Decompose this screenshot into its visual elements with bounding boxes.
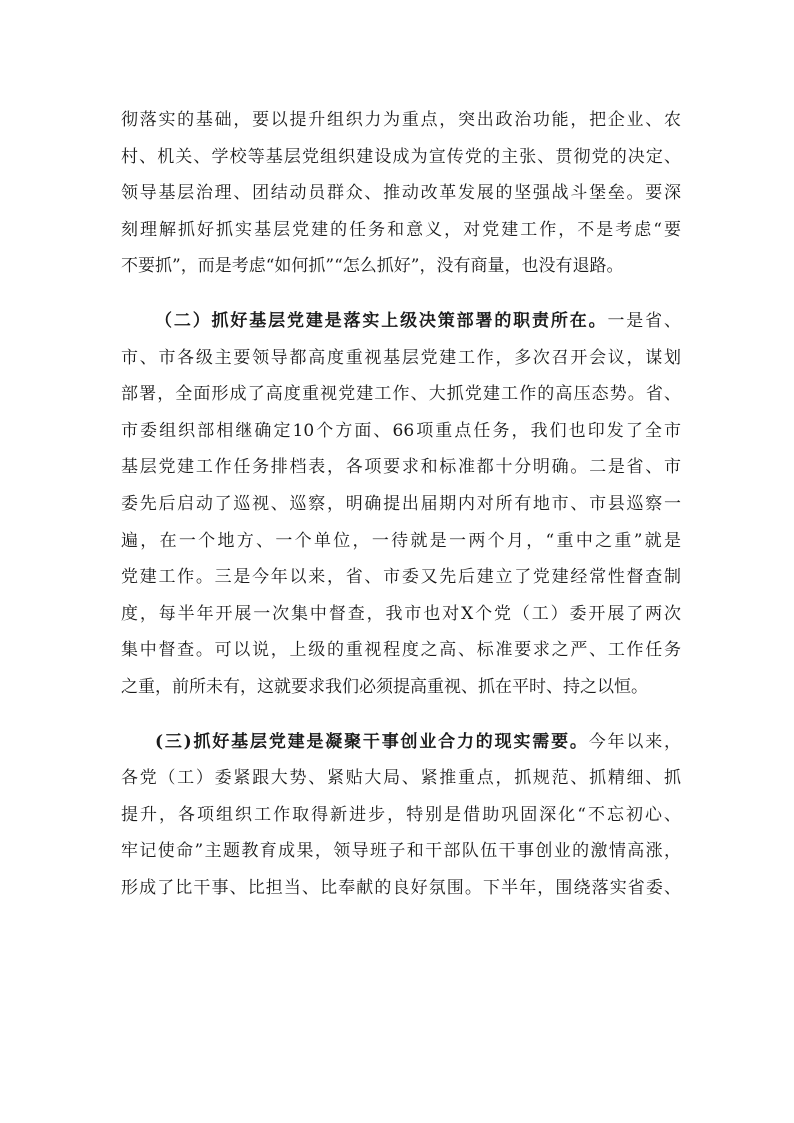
text-line: [121, 303, 681, 340]
section-heading: （二）抓好基层党建是落实上级决策部署的职责所在。: [155, 310, 608, 331]
text-line: 牢记使命”主题教育成果，领导班子和干部队伍干事创业的激情高涨，: [121, 841, 681, 862]
text-line: 之重，前所未有，这就要求我们必须提高重视、抓在平时、持之以恒。: [121, 676, 648, 697]
text-line: 不要抓”，而是考虑“如何抓”“怎么抓好”，没有商量，也没有退路。: [121, 256, 624, 277]
text-line: 集中督查。可以说，上级的重视程度之高、标准要求之严、工作任务: [121, 640, 681, 661]
text-line: 党建工作。三是今年以来，省、市委又先后建立了党建经常性督查制: [121, 567, 681, 588]
text-line: 形成了比干事、比担当、比奉献的良好氛围。下半年，围绕落实省委、: [121, 877, 681, 898]
text-line: 各党（工）委紧跟大势、紧贴大局、紧推重点，抓规范、抓精细、抓: [121, 768, 681, 789]
paragraph-1: [121, 102, 681, 285]
text-line: 村、机关、学校等基层党组织建设成为宣传党的主张、贯彻党的决定、: [121, 146, 681, 167]
text-run: 今年以来，: [588, 731, 682, 752]
paragraph-2: [121, 303, 681, 706]
text-line: 提升，各项组织工作取得新进步，特别是借助巩固深化“不忘初心、: [121, 804, 681, 825]
text-line: 委先后启动了巡视、巡察，明确提出届期内对所有地市、市县巡察一: [121, 493, 681, 514]
text-line: 刻理解抓好抓实基层党建的任务和意义，对党建工作，不是考虑“要: [121, 219, 681, 240]
text-line: 遍，在一个地方、一个单位，一待就是一两个月，“重中之重”就是: [121, 530, 681, 551]
text-line: 度，每半年开展一次集中督查，我市也对X个党（工）委开展了两次: [121, 603, 681, 624]
text-line: 基层党建工作任务排档表，各项要求和标准都十分明确。二是省、市: [121, 457, 681, 478]
text-line: 市委组织部相继确定10个方面、66项重点任务，我们也印发了全市: [121, 420, 681, 441]
text-line: 市、市各级主要领导都高度重视基层党建工作，多次召开会议，谋划: [121, 347, 681, 368]
text-line: 彻落实的基础，要以提升组织力为重点，突出政治功能，把企业、农: [121, 110, 681, 130]
text-line: 部署，全面形成了高度重视党建工作、大抓党建工作的高压态势。省、: [121, 384, 681, 405]
text-line: [121, 724, 681, 761]
text-run: 一是省、: [607, 310, 682, 331]
document-page: [121, 102, 681, 906]
paragraph-3: [121, 724, 681, 907]
section-heading: (三)抓好基层党建是凝聚干事创业合力的现实需要。: [155, 731, 589, 752]
text-line: 领导基层治理、团结动员群众、推动改革发展的坚强战斗堡垒。要深: [121, 183, 681, 204]
